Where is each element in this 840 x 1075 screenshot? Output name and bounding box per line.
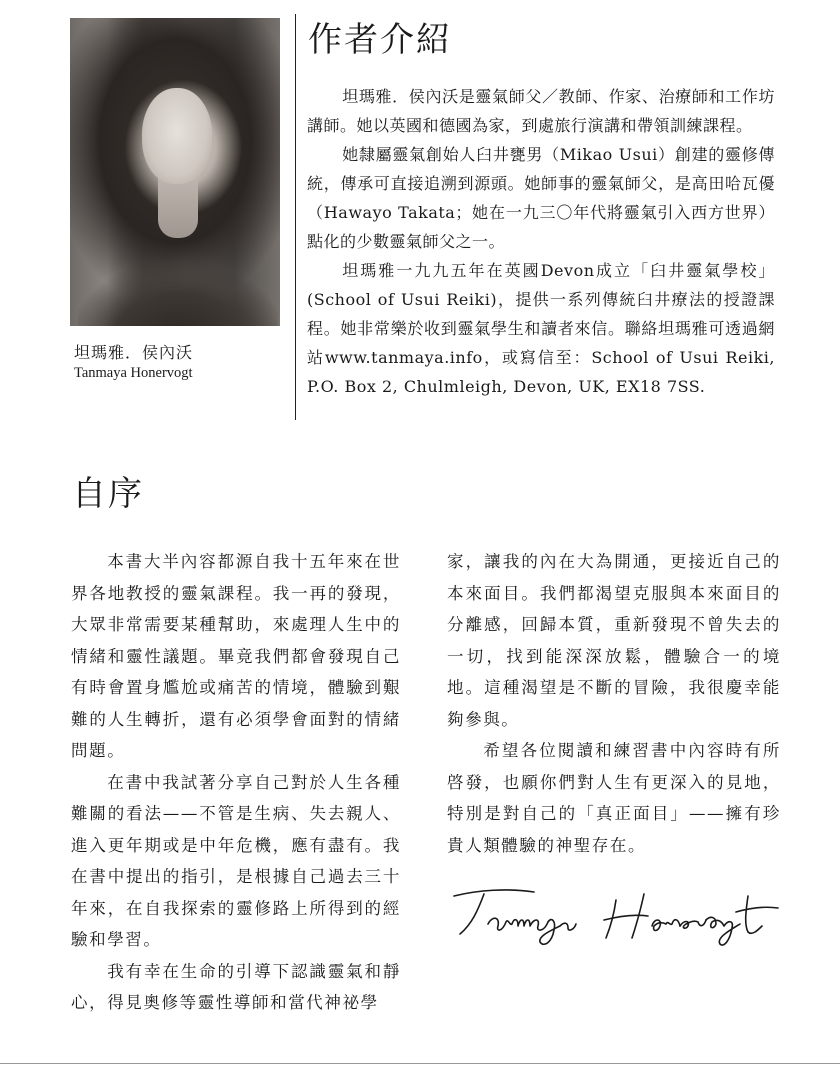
photo-caption-english: Tanmaya Honervogt: [74, 365, 193, 381]
author-paragraph: 坦瑪雅．侯內沃是靈氣師父／教師、作家、治療師和工作坊講師。她以英國和德國為家，到處旅行演講和帶領訓練課程。: [307, 87, 775, 135]
preface-right-column: [447, 546, 781, 861]
photo-caption-chinese: 坦瑪雅．侯內沃: [74, 343, 194, 362]
author-paragraph: 她隸屬靈氣創始人臼井甕男（Mikao Usui）創建的靈修傳統，傳承可直接追溯到源頭。她師事的靈氣師父，是高田哈瓦優（Hawayo Takata；她在一九三〇年代將靈氣引入西方世界）點化的少數靈氣師父之一。: [307, 145, 775, 251]
handwritten-signature: [448, 882, 788, 952]
preface-paragraph: 我有幸在生命的引導下認識靈氣和靜心，得見奧修等靈性導師和當代神祕學: [71, 961, 401, 1012]
bottom-rule: [0, 1063, 840, 1064]
photo-neck: [158, 178, 198, 238]
author-heading: 作者介紹: [308, 20, 452, 60]
preface-paragraph: 家，讓我的內在大為開通，更接近自己的本來面目。我們都渴望克服與本來面目的分離感，回歸本質，重新發現不曾失去的一切，找到能深深放鬆，體驗合一的境地。這種渴望是不斷的冒險，我很慶幸能夠參與。: [447, 552, 781, 729]
vertical-divider: [295, 14, 296, 420]
author-photo: [70, 18, 280, 326]
preface-heading: 自序: [72, 474, 144, 514]
author-paragraph: 坦瑪雅一九九五年在英國Devon成立「臼井靈氣學校」(School of Usui Reiki)，提供一系列傳統臼井療法的授證課程。她非常樂於收到靈氣學生和讀者來信。聯絡坦瑪雅可透過網站www.tanmaya.info，或寫信至：School of Usui Reiki, P.O. Box 2, Chulmleigh, Devon, UK, EX18 7SS.: [307, 261, 775, 396]
author-bio: [307, 82, 775, 401]
preface-paragraph: 在書中我試著分享自己對於人生各種難關的看法——不管是生病、失去親人、進入更年期或是中年危機，應有盡有。我在書中提出的指引，是根據自己過去三十年來，在自我探索的靈修路上所得到的經驗和學習。: [71, 772, 401, 949]
preface-left-column: [71, 546, 401, 1019]
photo-face: [142, 88, 212, 184]
preface-paragraph: 希望各位閱讀和練習書中內容時有所啓發，也願你們對人生有更深入的見地，特別是對自己的「真正面目」——擁有珍貴人類體驗的神聖存在。: [447, 741, 781, 855]
photo-torso: [78, 223, 278, 326]
preface-paragraph: 本書大半內容都源自我十五年來在世界各地教授的靈氣課程。我一再的發現，大眾非常需要某種幫助，來處理人生中的情緒和靈性議題。畢竟我們都會發現自己有時會置身尷尬或痛苦的情境，體驗到艱難的人生轉折，還有必須學會面對的情緒問題。: [71, 552, 401, 760]
